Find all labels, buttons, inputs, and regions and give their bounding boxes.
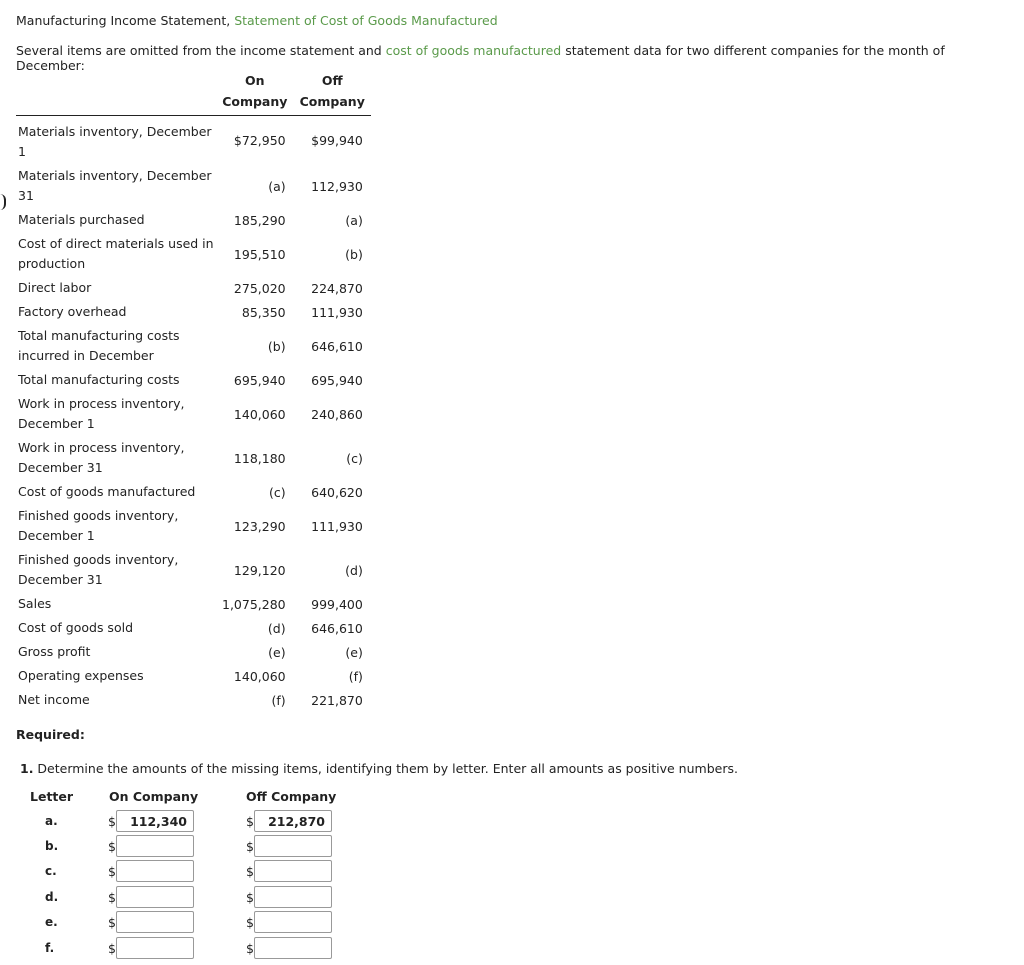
table-row xyxy=(16,616,371,640)
col-on-header-line1: On xyxy=(245,73,265,88)
currency-symbol: $ xyxy=(246,839,254,854)
row-label: Gross profit xyxy=(18,644,91,659)
row-label: Sales xyxy=(18,596,52,611)
answer-row xyxy=(0,886,400,910)
row-label: Total manufacturing costs incurred in December xyxy=(18,328,180,363)
answer-letter: a. xyxy=(45,814,58,828)
answer-letter: b. xyxy=(45,839,59,853)
table-row xyxy=(16,276,371,300)
title-link[interactable]: Statement of Cost of Goods Manufactured xyxy=(234,13,498,28)
table-row xyxy=(16,548,371,592)
row-label: Cost of goods manufactured xyxy=(18,484,196,499)
data-table xyxy=(16,70,371,712)
off-company-input[interactable] xyxy=(254,835,332,857)
row-label: Direct labor xyxy=(18,280,92,295)
table-row xyxy=(16,368,371,392)
answer-header-letter: Letter xyxy=(30,789,74,804)
answer-letter: e. xyxy=(45,915,58,929)
on-company-input[interactable] xyxy=(116,810,194,832)
answer-row xyxy=(0,911,400,935)
row-label: Factory overhead xyxy=(18,304,127,319)
table-row xyxy=(16,504,371,548)
off-company-value: 111,930 xyxy=(311,518,363,534)
on-company-value: 85,350 xyxy=(241,304,286,320)
required-label: Required: xyxy=(16,727,85,742)
currency-symbol: $ xyxy=(108,941,116,956)
currency-symbol: $ xyxy=(246,814,254,829)
on-company-value: 123,290 xyxy=(233,518,286,534)
table-row xyxy=(16,164,371,208)
row-label: Materials inventory, December 31 xyxy=(18,168,212,203)
off-company-value: 646,610 xyxy=(311,338,363,354)
currency-symbol: $ xyxy=(246,941,254,956)
on-company-input[interactable] xyxy=(116,911,194,933)
on-company-value: $72,950 xyxy=(233,132,286,148)
off-company-value: 240,860 xyxy=(311,406,363,422)
answer-letter: f. xyxy=(45,941,55,955)
col-off-header-line1: Off xyxy=(321,73,343,88)
currency-symbol: $ xyxy=(246,864,254,879)
currency-symbol: $ xyxy=(108,915,116,930)
row-label: Cost of direct materials used in production xyxy=(18,236,214,271)
off-company-input[interactable] xyxy=(254,810,332,832)
table-row xyxy=(16,640,371,664)
off-company-value: 111,930 xyxy=(311,304,363,320)
on-company-value: 185,290 xyxy=(233,212,286,228)
question-body: Determine the amounts of the missing items, identifying them by letter. Enter all amounts as positive numbers. xyxy=(33,761,738,776)
answer-row xyxy=(0,835,400,859)
on-company-value: 140,060 xyxy=(233,406,286,422)
on-company-value: 1,075,280 xyxy=(222,596,286,612)
answer-letter: c. xyxy=(45,864,57,878)
on-company-value: (e) xyxy=(268,644,286,660)
intro-paragraph xyxy=(16,43,1016,73)
row-label: Net income xyxy=(18,692,90,707)
on-company-value: (a) xyxy=(268,178,286,194)
answer-row xyxy=(0,810,400,834)
title-text: Manufacturing Income Statement, xyxy=(16,13,235,28)
currency-symbol: $ xyxy=(246,915,254,930)
row-label: Cost of goods sold xyxy=(18,620,134,635)
on-company-value: (c) xyxy=(268,484,286,500)
question-number: 1. xyxy=(20,761,34,776)
col-on-header-line2: Company xyxy=(216,91,294,116)
off-company-value: 112,930 xyxy=(311,178,363,194)
on-company-value: (b) xyxy=(267,338,286,354)
currency-symbol: $ xyxy=(108,864,116,879)
on-company-input[interactable] xyxy=(116,860,194,882)
row-label: Work in process inventory, December 31 xyxy=(18,440,185,475)
off-company-input[interactable] xyxy=(254,937,332,959)
off-company-input[interactable] xyxy=(254,911,332,933)
table-row xyxy=(16,592,371,616)
on-company-value: (f) xyxy=(271,692,286,708)
row-label: Finished goods inventory, December 31 xyxy=(18,552,179,587)
on-company-input[interactable] xyxy=(116,886,194,908)
off-company-value: 640,620 xyxy=(311,484,363,500)
currency-symbol: $ xyxy=(108,814,116,829)
on-company-value: 695,940 xyxy=(233,372,286,388)
edge-bracket-mark xyxy=(0,194,6,210)
off-company-input[interactable] xyxy=(254,886,332,908)
table-row xyxy=(16,208,371,232)
col-off-header-line2: Company xyxy=(294,91,371,116)
on-company-value: 195,510 xyxy=(233,246,286,262)
row-label: Operating expenses xyxy=(18,668,144,683)
currency-symbol: $ xyxy=(108,890,116,905)
on-company-value: 129,120 xyxy=(233,562,286,578)
table-row xyxy=(16,392,371,436)
intro-text-after: statement data for two different companies for the month of December: xyxy=(16,43,945,73)
off-company-value: (a) xyxy=(345,212,363,228)
on-company-value: (d) xyxy=(267,620,286,636)
answer-header-on: On Company xyxy=(109,789,199,804)
table-row xyxy=(16,116,371,165)
on-company-value: 118,180 xyxy=(233,450,286,466)
off-company-input[interactable] xyxy=(254,860,332,882)
off-company-value: (f) xyxy=(348,668,363,684)
intro-link[interactable]: cost of goods manufactured xyxy=(385,43,562,58)
table-row xyxy=(16,436,371,480)
off-company-value: 646,610 xyxy=(311,620,363,636)
answer-row xyxy=(0,937,400,961)
off-company-value: (c) xyxy=(346,450,363,466)
on-company-input[interactable] xyxy=(116,835,194,857)
table-row xyxy=(16,480,371,504)
off-company-value: 999,400 xyxy=(311,596,363,612)
row-label: Work in process inventory, December 1 xyxy=(18,396,185,431)
off-company-value: 224,870 xyxy=(311,280,363,296)
currency-symbol: $ xyxy=(108,839,116,854)
on-company-input[interactable] xyxy=(116,937,194,959)
off-company-value: $99,940 xyxy=(311,132,363,148)
off-company-value: 695,940 xyxy=(311,372,363,388)
table-row xyxy=(16,664,371,688)
answer-letter: d. xyxy=(45,890,59,904)
off-company-value: (b) xyxy=(345,246,363,262)
table-row xyxy=(16,232,371,276)
row-label: Materials purchased xyxy=(18,212,145,227)
currency-symbol: $ xyxy=(246,890,254,905)
off-company-value: (d) xyxy=(345,562,363,578)
table-body xyxy=(16,116,371,713)
page-title xyxy=(16,13,498,28)
on-company-value: 275,020 xyxy=(233,280,286,296)
row-label: Materials inventory, December 1 xyxy=(18,124,212,159)
table-row xyxy=(16,688,371,712)
table-row xyxy=(16,300,371,324)
question-text xyxy=(20,761,738,776)
off-company-value: (e) xyxy=(345,644,363,660)
row-label: Finished goods inventory, December 1 xyxy=(18,508,179,543)
answer-header-off: Off Company xyxy=(246,789,337,804)
intro-text-before: Several items are omitted from the income statement and xyxy=(16,43,386,58)
table-row xyxy=(16,324,371,368)
row-label: Total manufacturing costs xyxy=(18,372,180,387)
answer-row xyxy=(0,860,400,884)
off-company-value: 221,870 xyxy=(311,692,363,708)
on-company-value: 140,060 xyxy=(233,668,286,684)
